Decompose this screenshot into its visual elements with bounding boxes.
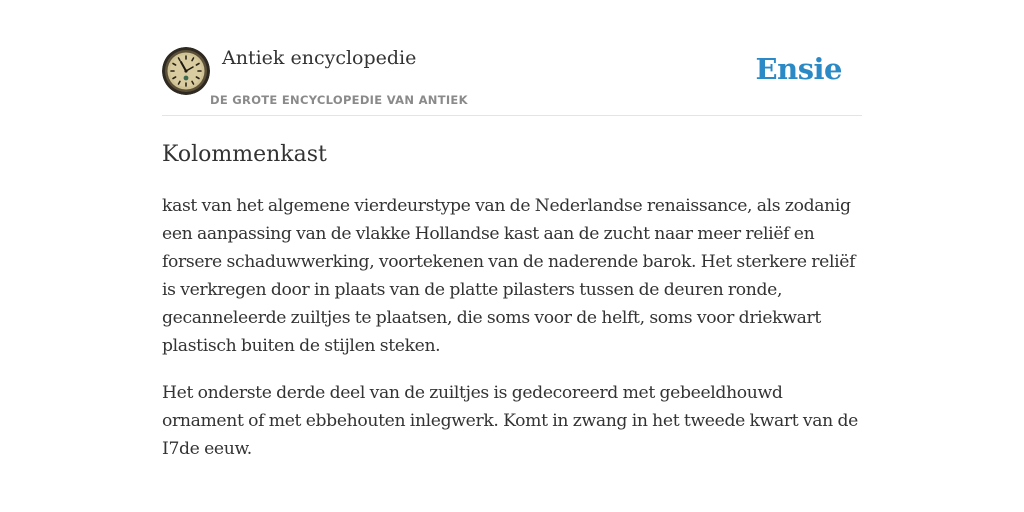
antique-clock-icon[interactable] bbox=[162, 47, 210, 95]
article-body bbox=[162, 192, 862, 481]
ensie-logo[interactable]: Ensie bbox=[755, 52, 842, 86]
site-header bbox=[162, 0, 862, 116]
article-paragraph: Het onderste derde deel van de zuiltjes is gedecoreerd met gebeeldhouwd ornament of met ebbehouten inlegwerk. Komt in zwang in het tweede kwart van de I7de eeuw. bbox=[162, 382, 858, 459]
page-container bbox=[162, 0, 862, 512]
article-title: Kolommenkast bbox=[162, 142, 327, 167]
site-name[interactable]: Antiek encyclopedie bbox=[222, 47, 417, 69]
site-tagline: DE GROTE ENCYCLOPEDIE VAN ANTIEK bbox=[210, 93, 468, 107]
article-paragraph: kast van het algemene vierdeurstype van de Nederlandse renaissance, als zodanig een aanpassing van de vlakke Hollandse kast aan de zucht naar meer reliëf en forsere schaduwwerking, voortekenen van de naderende barok. Het sterkere reliëf is verkregen door in plaats van de platte pilasters tussen de deuren ronde, gecanneleerde zuiltjes te plaatsen, die soms voor de helft, soms voor driekwart plastisch buiten de stijlen steken. bbox=[162, 196, 856, 357]
clock-avatar-graphic bbox=[162, 47, 210, 95]
